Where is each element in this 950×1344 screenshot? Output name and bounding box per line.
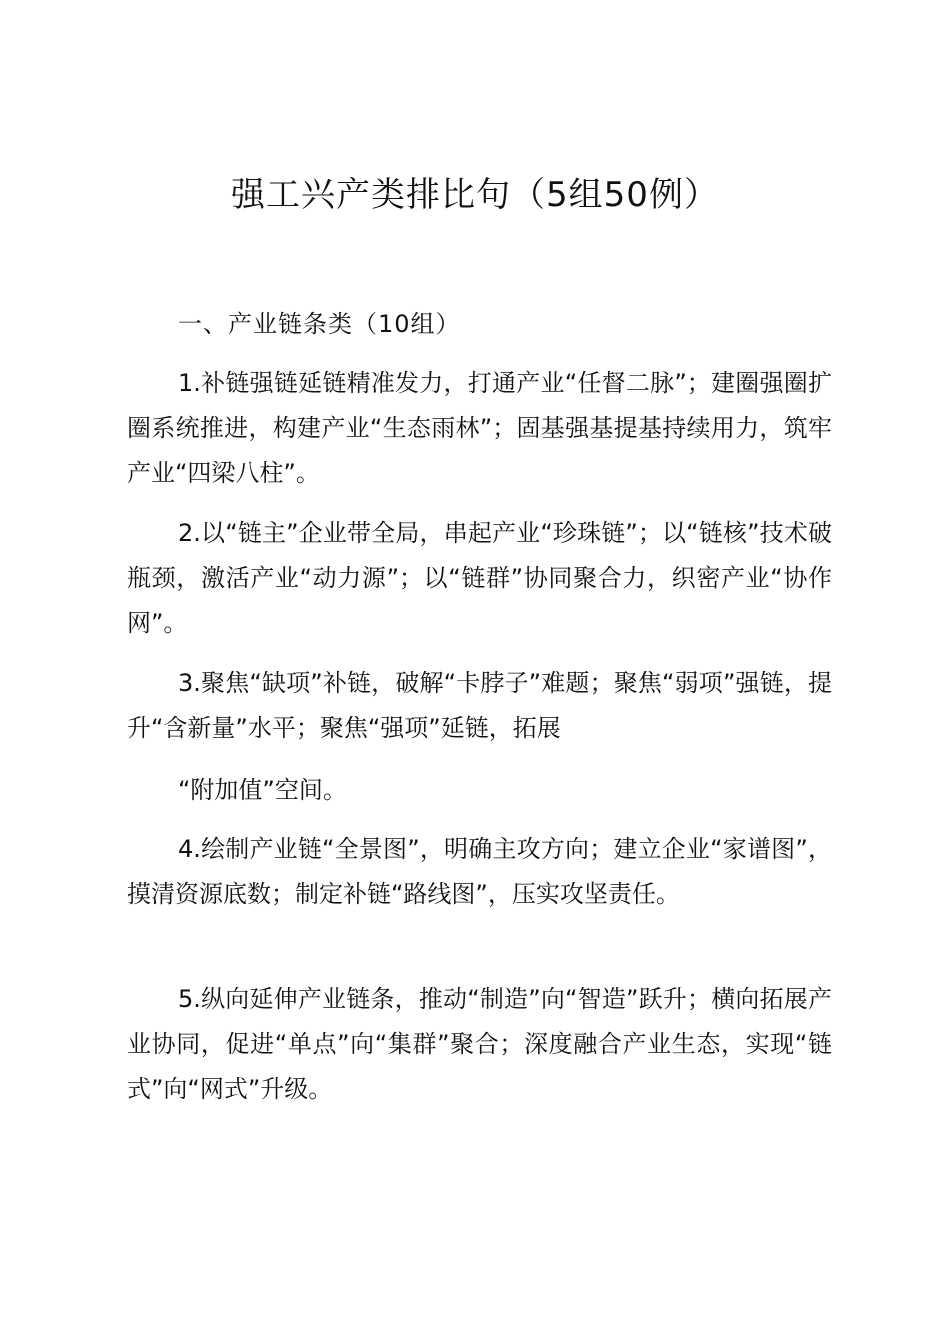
paragraph-3-continuation: “附加值”空间。 [178, 776, 347, 804]
paragraph-1: 1.补链强链延链精准发力，打通产业“任督二脉”；建圈强圈扩圈系统推进，构建产业“生态雨林”；固基强基提基持续用力，筑牢产业“四梁八柱”。 [127, 369, 832, 487]
paragraph-2: 2.以“链主”企业带全局，串起产业“珍珠链”；以“链核”技术破瓶颈，激活产业“动力源”；以“链群”协同聚合力，织密产业“协作网”。 [127, 519, 832, 637]
section-heading: 一、产业链条类（10组） [178, 310, 461, 338]
paragraph-3: 3.聚焦“缺项”补链，破解“卡脖子”难题；聚焦“弱项”强链，提升“含新量”水平；聚焦“强项”延链，拓展 [127, 669, 832, 742]
paragraph-4: 4.绘制产业链“全景图”，明确主攻方向；建立企业“家谱图”，摸清资源底数；制定补链“路线图”，压实攻坚责任。 [127, 835, 832, 908]
paragraph-5: 5.纵向延伸产业链条，推动“制造”向“智造”跃升；横向拓展产业协同，促进“单点”向“集群”聚合；深度融合产业生态，实现“链式”向“网式”升级。 [127, 985, 832, 1103]
document-title: 强工兴产类排比句（5组50例） [231, 175, 719, 215]
